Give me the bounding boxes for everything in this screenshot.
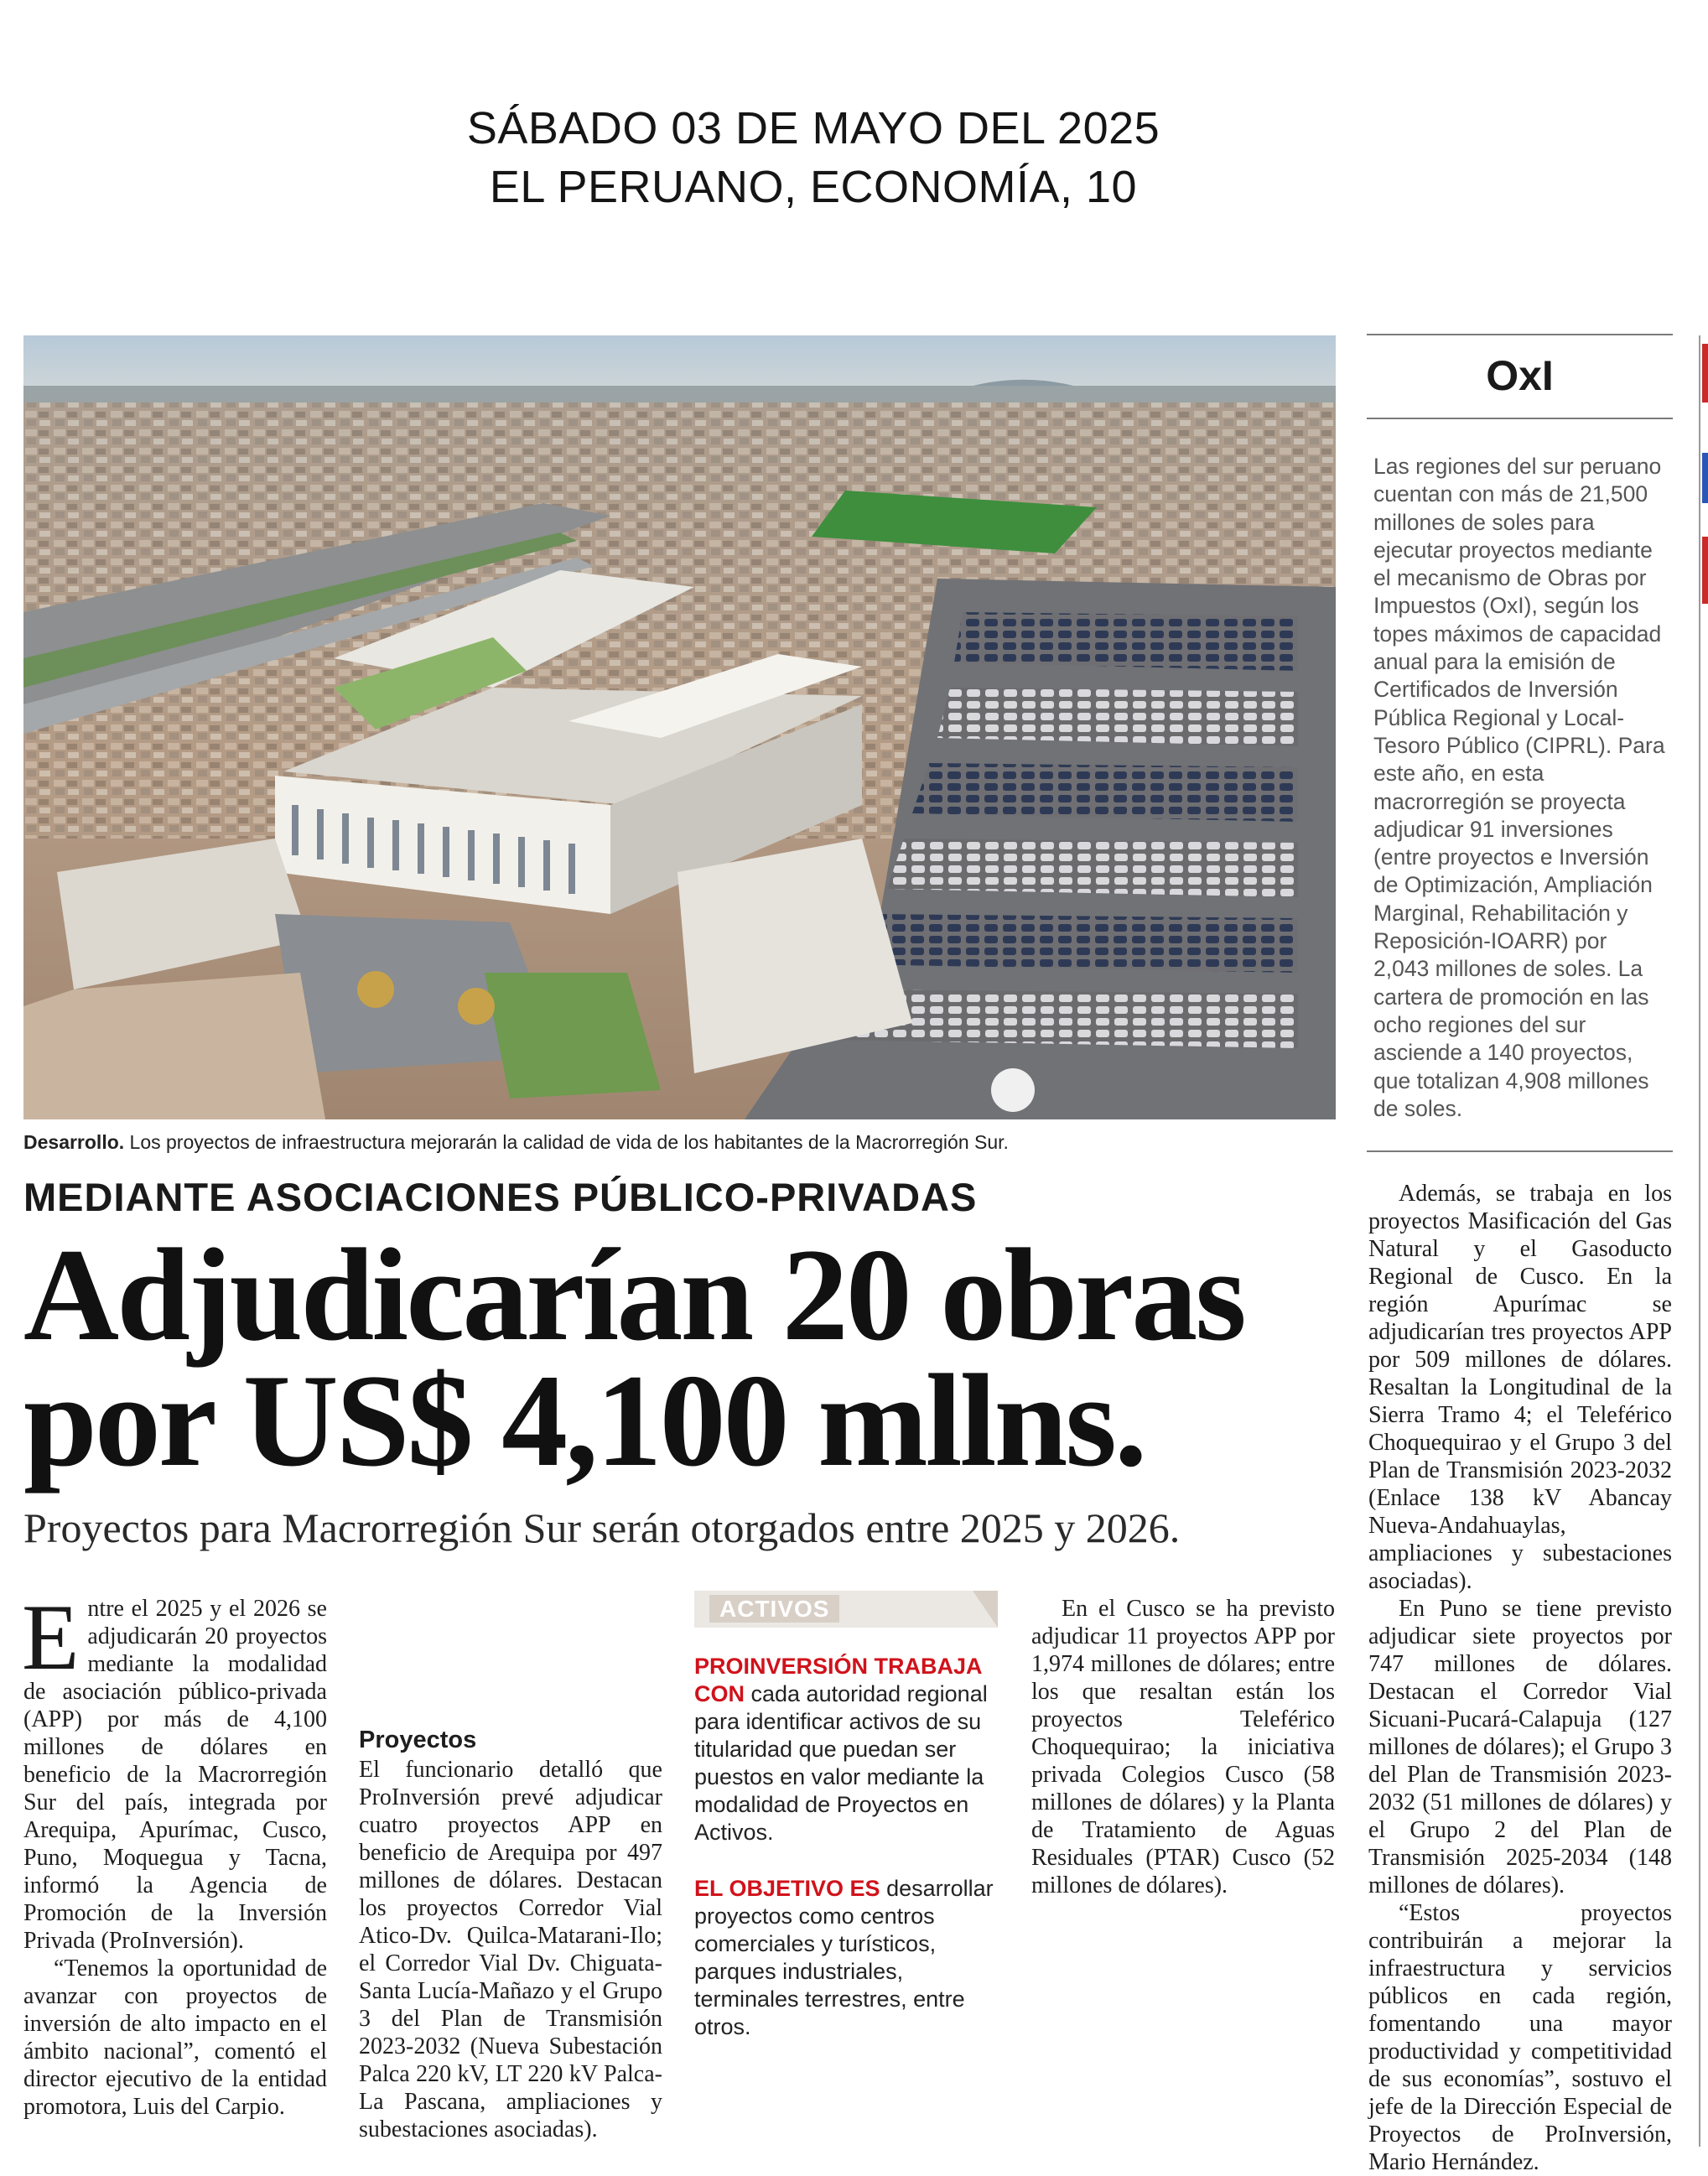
- activos-item-2-lead: EL OBJETIVO ES: [694, 1876, 880, 1901]
- paragraph-closing-quote: “Estos proyectos contribuirán a mejorar la infraestructura y servicios públicos en cada región, fomentando una mayor productividad y competitividad de sus economías”, sostuvo el jefe de la Dirección Especial de Proyectos de ProInversión, Mario Hernández.: [1368, 1900, 1672, 2175]
- dropcap: E: [22, 1586, 80, 1690]
- paragraph-intro: ntre el 2025 y el 2026 se adjudicarán 20 proyectos mediante la modalidad de asociación público-privada (APP) por más de 4,100 millones de dólares en beneficio de la Macrorregión Sur del país, integrada por Arequipa, Apurímac, Cusco, Puno, Moquegua y Tacna, informó la Agencia de Promoción de la Inversión Privada (ProInversión).: [23, 1596, 327, 1954]
- paragraph-puno: En Puno se tiene previsto adjudicar siete proyectos por 747 millones de dólares. Destacan el Corredor Vial Sicuani-Pucará-Calapuja (127 millones de dólares); el Grupo 3 del Plan de Transmisión 2023-2032 (51 millones de dólares) y el Grupo 2 del Plan de Transmisión 2025-2034 (148 millones de dólares).: [1368, 1596, 1672, 1898]
- activos-label: ACTIVOS: [709, 1595, 839, 1623]
- article-kicker: MEDIANTE ASOCIACIONES PÚBLICO-PRIVADAS: [23, 1175, 978, 1219]
- activos-item-2: [694, 1875, 998, 2041]
- article-column-5: [1368, 1180, 1672, 2176]
- section-line: EL PERUANO, ECONOMÍA, 10: [489, 162, 1138, 212]
- paragraph-arequipa: El funcionario detalló que ProInversión prevé adjudicar cuatro proyectos APP en beneficio de Arequipa por 497 millones de dólares. Destacan los proyectos Corredor Vial Atico-Dv. Quilca-Matarani-Ilo; el Corredor Vial Dv. Chiguata-Santa Lucía-Mañazo y el Grupo 3 del Plan de Transmisión 2023-2032 (Nueva Subestación Palca 220 kV, LT 220 kV Palca-La Pascana, ampliaciones y subestaciones asociadas).: [359, 1757, 662, 2142]
- activos-label-bar: [694, 1591, 998, 1628]
- edge-red-mark-1: [1702, 344, 1708, 402]
- activos-item-1: [694, 1653, 998, 1846]
- adjacent-page-edge: [1699, 335, 1708, 2147]
- aerial-photo: [23, 335, 1336, 1119]
- subtitle-proyectos: Proyectos: [359, 1727, 477, 1753]
- article-subhead: Proyectos para Macrorregión Sur serán otorgados entre 2025 y 2026.: [23, 1504, 1181, 1551]
- headline-line-2: por US$ 4,100 mllns.: [23, 1348, 1145, 1494]
- oxi-rule-top: [1367, 334, 1673, 335]
- oxi-rule-bottom: [1367, 1150, 1673, 1152]
- activos-item-1-lead: PROINVERSIÓN TRABAJA CON: [694, 1654, 982, 1706]
- edge-blue-mark: [1702, 453, 1708, 503]
- paragraph-cusco: En el Cusco se ha previsto adjudicar 11 proyectos APP por 1,974 millones de dólares; entre los que resaltan están los proyectos Teleférico Choquequirao; la iniciativa privada Colegios Cusco (58 millones de dólares) y la Planta de Tratamiento de Aguas Residuales (PTAR) Cusco (52 millones de dólares).: [1031, 1596, 1335, 1898]
- paragraph-quote: “Tenemos la oportunidad de avanzar con proyectos de inversión de alto impacto en el ámbito nacional”, comentó el director ejecutivo de la entidad promotora, Luis del Carpio.: [23, 1955, 327, 2120]
- article-column-4: [1031, 1595, 1335, 1899]
- activos-bar-tail: [973, 1591, 998, 1628]
- article-headline: [23, 1222, 1340, 1494]
- activos-item-2-text: desarrollar proyectos como centros comerciales y turísticos, parques industriales, terminales terrestres, entre otros.: [694, 1876, 994, 2039]
- paragraph-apurimac: Además, se trabaja en los proyectos Masificación del Gas Natural y el Gasoducto Regional de Cusco. En la región Apurímac se adjudicarían tres proyectos APP por 509 millones de dólares. Resaltan la Longitudinal de la Sierra Tramo 4; el Teleférico Choquequirao y el Grupo 3 del Plan de Transmisión 2023-2032 (Enlace 138 kV Abancay Nueva-Andahuaylas, ampliaciones y subestaciones asociadas).: [1368, 1181, 1672, 1594]
- activos-item-1-text: cada autoridad regional para identificar activos de su titularidad que puedan ser puestos en valor mediante la modalidad de Proyectos en Activos.: [694, 1681, 988, 1845]
- city-aerial-illustration: [23, 335, 1336, 1119]
- dateline: [0, 99, 1627, 216]
- column-2-continuation-space: [359, 1595, 662, 1706]
- oxi-title: OxI: [1486, 352, 1554, 399]
- photo-caption: [23, 1130, 1336, 1155]
- oxi-text: Las regiones del sur peruano cuentan con más de 21,500 millones de soles para ejecutar proyectos mediante el mecanismo de Obras por Impuestos (OxI), según los topes máximos de capacidad anual para la emisión de Certificados de Inversión Pública Regional y Local-Tesoro Público (CIPRL). Para este año, en esta macrorregión se proyecta adjudicar 91 inversiones (entre proyectos e Inversión de Optimización, Ampliación Marginal, Rehabilitación y Reposición-IOARR) por 2,043 millones de soles. La cartera de promoción en las ocho regiones del sur asciende a 140 proyectos, que totalizan 4,908 millones de soles.: [1373, 454, 1665, 1121]
- article-column-1: [22, 1586, 327, 2121]
- oxi-rule-middle: [1367, 418, 1673, 419]
- caption-text: Los proyectos de infraestructura mejorarán la calidad de vida de los habitantes de la Macrorregión Sur.: [124, 1131, 1009, 1153]
- headline-line-1: Adjudicarían 20 obras: [23, 1222, 1244, 1368]
- caption-lead: Desarrollo.: [23, 1131, 125, 1153]
- activos-box: [694, 1591, 998, 2070]
- page-divider-line: [1699, 335, 1700, 2147]
- article-column-2: [359, 1595, 662, 2143]
- date-line: SÁBADO 03 DE MAYO DEL 2025: [466, 103, 1160, 153]
- edge-red-mark-2: [1702, 537, 1708, 604]
